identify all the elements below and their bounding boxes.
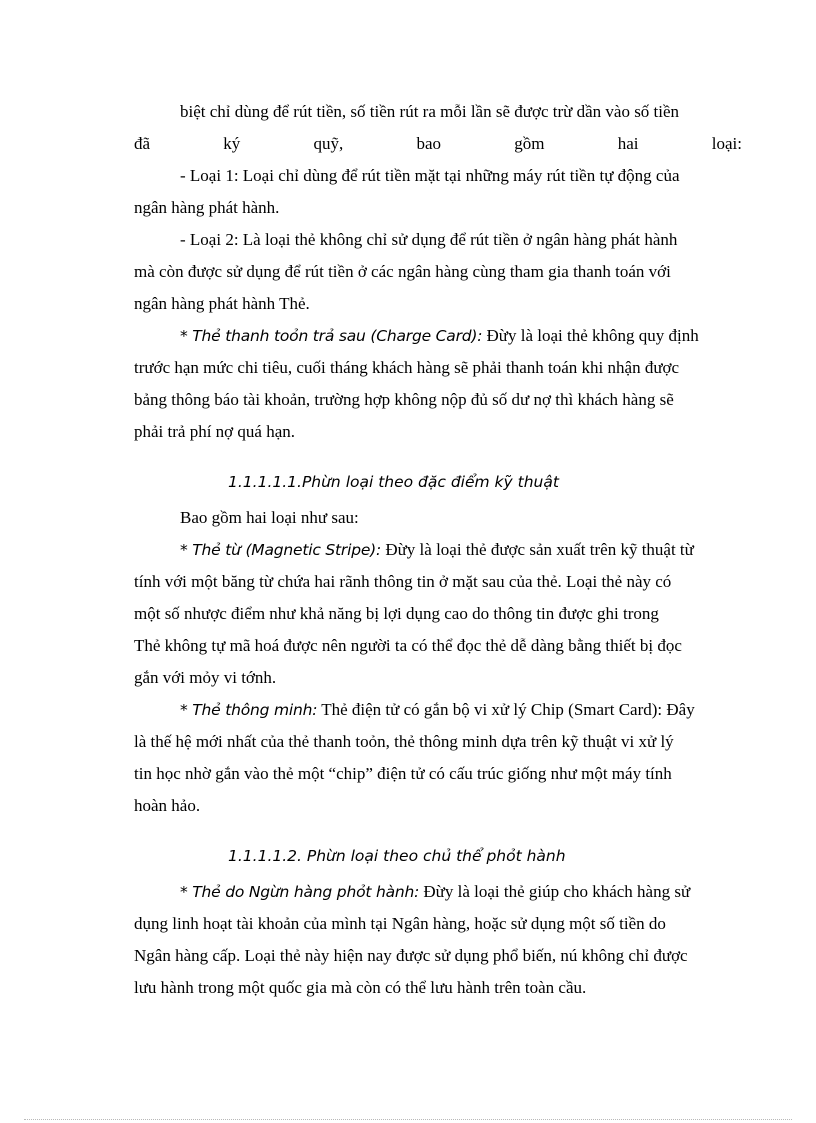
word: loại: bbox=[711, 134, 742, 153]
word: ký bbox=[223, 134, 241, 153]
text-line: dụng linh hoạt tài khoản của mình tại Ngân hàng, hoặc sử dụng một số tiền do bbox=[134, 914, 666, 933]
text-line: trước hạn mức chi tiêu, cuối tháng khách hàng sẽ phải thanh toán khi nhận được bbox=[134, 358, 680, 377]
text-line: hoàn hảo. bbox=[134, 796, 201, 815]
text-line: mà còn được sử dụng để rút tiền ở các ngân hàng cùng tham gia thanh toán với bbox=[134, 262, 671, 281]
word: đã bbox=[134, 134, 151, 153]
italic-term: * Thẻ thanh toỏn trả sau (Charge Card): bbox=[180, 327, 483, 345]
italic-term: * Thẻ từ (Magnetic Stripe): bbox=[180, 541, 382, 559]
text-line: tin học nhờ gắn vào thẻ một “chip” điện tử có cấu trúc giống như một máy tính bbox=[134, 764, 672, 783]
text-line: ngân hàng phát hành. bbox=[134, 198, 280, 217]
section-heading: 1.1.1.1.2. Phừn loại theo chủ thể phỏt hành bbox=[228, 847, 566, 865]
text-line: Ngân hàng cấp. Loại thẻ này hiện nay được sử dụng phổ biến, nú không chỉ được bbox=[134, 946, 688, 965]
text-line: - Loại 2: Là loại thẻ không chỉ sử dụng để rút tiền ở ngân hàng phát hành bbox=[180, 230, 678, 249]
word: hai bbox=[617, 134, 639, 153]
text-run: Thẻ điện tử có gắn bộ vi xử lý Chip (Smart Card): Đây bbox=[317, 700, 695, 719]
word: quỹ, bbox=[313, 134, 344, 153]
text-run: Đừy là loại thẻ không quy định bbox=[482, 326, 699, 345]
word: bao bbox=[416, 134, 442, 153]
text-run: Đừy là loại thẻ được sản xuất trên kỹ thuật từ bbox=[381, 540, 694, 559]
text-line bbox=[180, 700, 742, 720]
italic-term: * Thẻ do Ngừn hàng phỏt hành: bbox=[180, 883, 420, 901]
text-line: Bao gồm hai loại như sau: bbox=[180, 508, 359, 527]
text-line: biệt chỉ dùng để rút tiền, số tiền rút ra mỗi lần sẽ được trừ dần vào số tiền bbox=[180, 102, 680, 121]
text-line bbox=[180, 882, 742, 902]
text-line: - Loại 1: Loại chỉ dùng để rút tiền mặt tại những máy rút tiền tự động của bbox=[180, 166, 680, 185]
text-line: lưu hành trong một quốc gia mà còn có thể lưu hành trên toàn cầu. bbox=[134, 978, 587, 997]
section-heading: 1.1.1.1.1.Phừn loại theo đặc điểm kỹ thuật bbox=[228, 473, 559, 491]
text-line: một số nhược điểm như khả năng bị lợi dụng cao do thông tin được ghi trong bbox=[134, 604, 659, 623]
page-bottom-dotted-rule bbox=[24, 1119, 792, 1120]
italic-term: * Thẻ thông minh: bbox=[180, 701, 318, 719]
text-run: Đừy là loại thẻ giúp cho khách hàng sử bbox=[419, 882, 691, 901]
text-line: Thẻ không tự mã hoá được nên người ta có thể đọc thẻ dễ dàng bằng thiết bị đọc bbox=[134, 636, 682, 655]
text-line bbox=[180, 540, 742, 560]
text-line: phải trả phí nợ quá hạn. bbox=[134, 422, 296, 441]
text-line: ngân hàng phát hành Thẻ. bbox=[134, 294, 310, 313]
word: gồm bbox=[514, 134, 545, 153]
text-line: gắn với mỏy vi tớnh. bbox=[134, 668, 277, 687]
text-line: bảng thông báo tài khoản, trường hợp không nộp đủ số dư nợ thì khách hàng sẽ bbox=[134, 390, 674, 409]
text-line: là thế hệ mới nhất của thẻ thanh toỏn, thẻ thông minh dựa trên kỹ thuật vi xử lý bbox=[134, 732, 674, 751]
text-line bbox=[180, 326, 742, 346]
text-line: tính với một băng từ chứa hai rãnh thông tin ở mặt sau của thẻ. Loại thẻ này có bbox=[134, 572, 672, 591]
text-line-justified bbox=[134, 134, 742, 154]
